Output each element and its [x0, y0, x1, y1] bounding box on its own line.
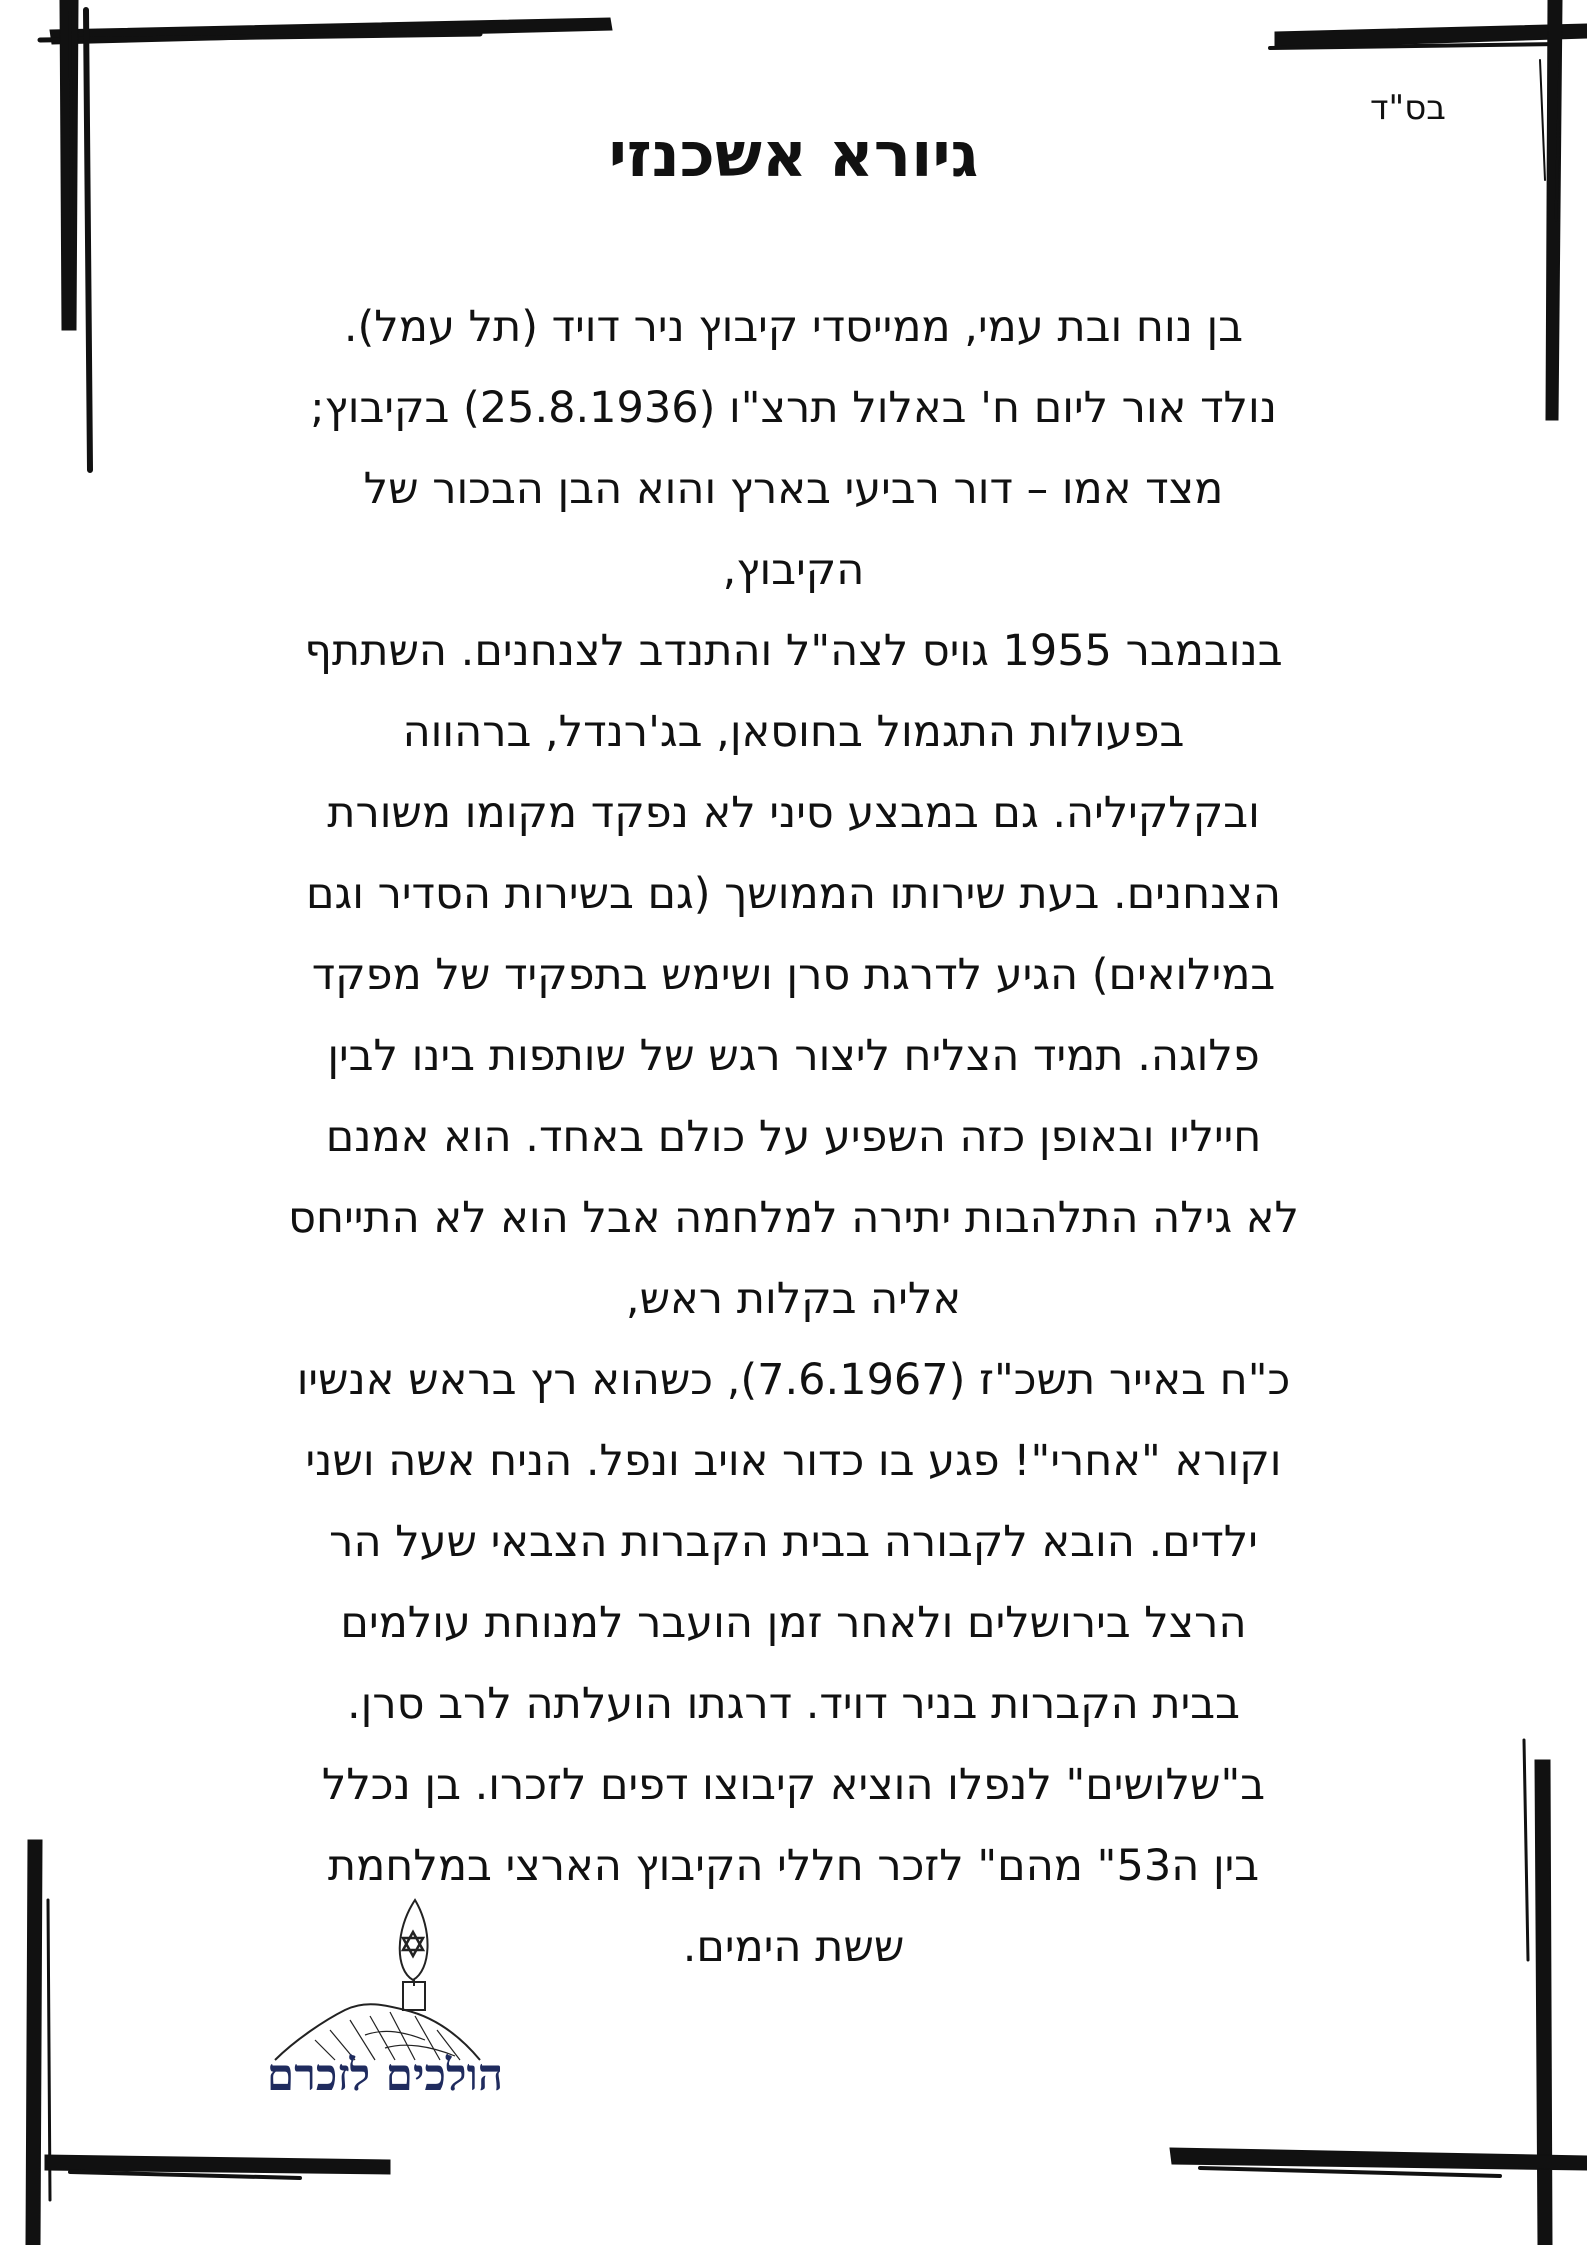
text-line: חייליו ובאופן כזה השפיע על כולם באחד. הוא אמנם	[325, 1112, 1262, 1162]
page-title: גיורא אשכנזי	[608, 118, 979, 191]
text-line: פלוגה. תמיד הצליח ליצור רגש של שותפות בינו לבין	[327, 1031, 1260, 1081]
text-line: אליה בקלות ראש,	[625, 1274, 962, 1324]
text-line: בן נוח ובת עמי, ממייסדי קיבוץ ניר דויד (תל עמל).	[343, 302, 1244, 352]
text-line: ילדים. הובא לקבורה בבית הקברות הצבאי שעל הר	[329, 1517, 1258, 1567]
logo-caption: הולכים לזכרם	[266, 2050, 504, 2101]
text-line: כ"ח באייר תשכ"ז (7.6.1967), כשהוא רץ בראש אנשיו	[296, 1355, 1291, 1405]
biography-text	[175, 287, 1412, 1988]
text-line: הקיבוץ,	[722, 545, 865, 595]
bsd-header: בס"ד	[1370, 88, 1446, 128]
text-line: במילואים) הגיע לדרגת סרן ושימש בתפקיד של מפקד	[311, 950, 1276, 1000]
text-line: ובקלקיליה. גם במבצע סיני לא נפקד מקומו משורת	[327, 788, 1260, 838]
text-line: הרצל בירושלים ולאחר זמן הועבר למנוחת עולמים	[340, 1598, 1247, 1648]
text-line: בפעולות התגמול בחוסאן, בג'רנדל, ברהווה	[402, 707, 1185, 757]
text-line: ב"שלושים" לנפלו הוציא קיבוצו דפים לזכרו. בן נכלל	[321, 1760, 1266, 1810]
text-line: נולד אור ליום ח' באלול תרצ"ו (25.8.1936) בקיבוץ;	[310, 383, 1277, 433]
text-line: בנובמבר 1955 גויס לצה"ל והתנדב לצנחנים. השתתף	[304, 626, 1283, 676]
text-line: בין ה53" מהם" לזכר חללי הקיבוץ הארצי במלחמת	[327, 1841, 1260, 1891]
text-line: בבית הקברות בניר דויד. דרגתו הועלתה לרב סרן.	[347, 1679, 1240, 1729]
text-line: ששת הימים.	[682, 1922, 905, 1972]
text-line: הצנחנים. בעת שירותו הממושך (גם בשירות הסדיר וגם	[305, 869, 1282, 919]
text-line: וקורא "אחרי"! פגע בו כדור אויב ונפל. הניח אשה ושני	[305, 1436, 1282, 1486]
text-line: לא גילה התלהבות יתירה למלחמה אבל הוא לא התייחס	[288, 1193, 1299, 1243]
text-line: מצד אמו – דור רביעי בארץ והוא הבן הבכור של	[363, 464, 1224, 514]
